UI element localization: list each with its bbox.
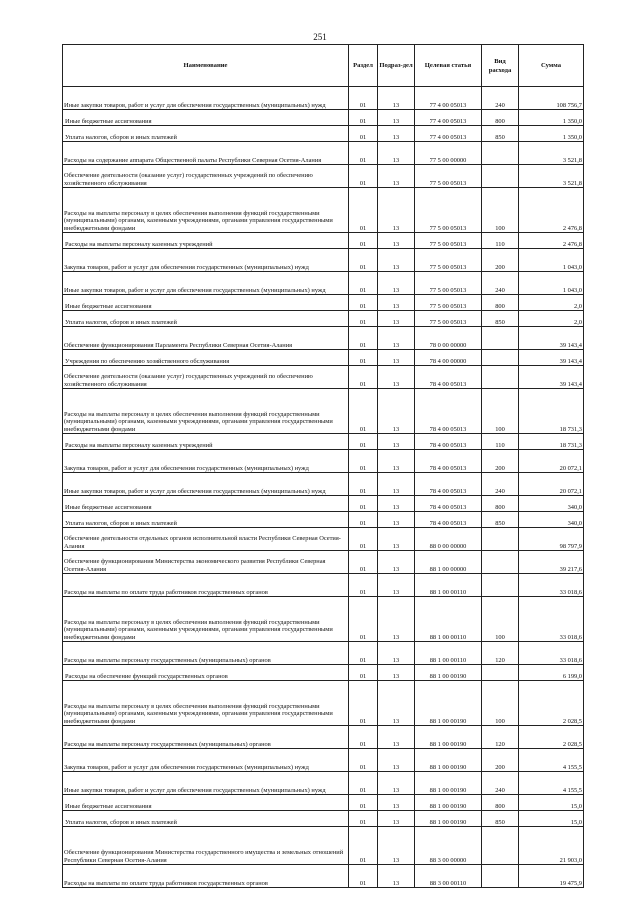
table-row [63,473,584,496]
row-target-cell: 88 0 00 00000 [415,528,482,551]
row-amount-cell: 2 476,8 [519,233,584,249]
row-type-cell: 120 [482,642,519,665]
table-row [63,811,584,827]
row-section-cell: 01 [349,574,378,597]
row-target-cell: 78 4 00 05013 [415,389,482,434]
row-section-cell: 01 [349,110,378,126]
table-row [63,574,584,597]
row-name-cell: Уплата налогов, сборов и иных платежей [63,126,349,142]
row-subsection-cell: 13 [378,772,415,795]
row-target-cell: 78 4 00 05013 [415,512,482,528]
row-type-cell: 240 [482,87,519,110]
row-subsection-cell: 13 [378,681,415,726]
row-type-cell: 100 [482,681,519,726]
row-type-cell [482,350,519,366]
row-subsection-cell: 13 [378,366,415,389]
row-name-cell: Расходы на обеспечение функций государственных органов [63,665,349,681]
row-amount-cell: 4 155,5 [519,749,584,772]
row-name-cell: Обеспечение деятельности (оказание услуг) государственных учреждений по обеспечению хозяйственного обслуживания [63,165,349,188]
row-section-cell: 01 [349,473,378,496]
row-target-cell: 88 1 00 00190 [415,811,482,827]
row-amount-cell: 2,0 [519,311,584,327]
row-target-cell: 88 1 00 00190 [415,772,482,795]
row-name-cell: Иные закупки товаров, работ и услуг для обеспечения государственных (муниципальных) нужд [63,772,349,795]
row-name-cell: Расходы на выплаты по оплате труда работников государственных органов [63,574,349,597]
row-target-cell: 88 1 00 00190 [415,795,482,811]
table-row [63,865,584,888]
row-subsection-cell: 13 [378,87,415,110]
row-section-cell: 01 [349,597,378,642]
row-section-cell: 01 [349,350,378,366]
row-amount-cell: 21 903,0 [519,827,584,865]
table-row [63,827,584,865]
row-amount-cell: 39 143,4 [519,327,584,350]
row-subsection-cell: 13 [378,249,415,272]
table-header-row [63,45,584,87]
table-row [63,642,584,665]
row-section-cell: 01 [349,772,378,795]
row-name-cell: Учреждения по обеспечению хозяйственного обслуживания [63,350,349,366]
table-row [63,249,584,272]
table-row [63,295,584,311]
row-subsection-cell: 13 [378,126,415,142]
table-row [63,87,584,110]
row-section-cell: 01 [349,249,378,272]
row-section-cell: 01 [349,642,378,665]
row-subsection-cell: 13 [378,389,415,434]
row-subsection-cell: 13 [378,528,415,551]
row-section-cell: 01 [349,272,378,295]
row-name-cell: Иные бюджетные ассигнования [63,110,349,126]
row-name-cell: Уплата налогов, сборов и иных платежей [63,811,349,827]
row-type-cell: 110 [482,233,519,249]
row-amount-cell: 39 143,4 [519,366,584,389]
row-section-cell: 01 [349,681,378,726]
row-section-cell: 01 [349,87,378,110]
row-amount-cell: 2,0 [519,295,584,311]
row-name-cell: Расходы на выплаты персоналу казенных учреждений [63,434,349,450]
row-section-cell: 01 [349,749,378,772]
row-type-cell: 100 [482,597,519,642]
row-amount-cell: 3 521,8 [519,165,584,188]
row-section-cell: 01 [349,165,378,188]
row-subsection-cell: 13 [378,551,415,574]
row-subsection-cell: 13 [378,450,415,473]
row-target-cell: 77 5 00 00000 [415,142,482,165]
row-type-cell: 240 [482,473,519,496]
row-target-cell: 77 4 00 05013 [415,110,482,126]
row-amount-cell: 2 028,5 [519,726,584,749]
row-name-cell: Расходы на выплаты по оплате труда работников государственных органов [63,865,349,888]
table-row [63,165,584,188]
row-type-cell [482,827,519,865]
row-name-cell: Расходы на выплаты персоналу государственных (муниципальных) органов [63,726,349,749]
row-name-cell: Иные бюджетные ассигнования [63,496,349,512]
row-target-cell: 78 4 00 05013 [415,450,482,473]
row-amount-cell: 2 028,5 [519,681,584,726]
row-amount-cell: 6 199,0 [519,665,584,681]
row-type-cell: 240 [482,272,519,295]
row-target-cell: 77 4 00 05013 [415,87,482,110]
row-type-cell [482,165,519,188]
row-type-cell [482,574,519,597]
row-section-cell: 01 [349,528,378,551]
table-row [63,665,584,681]
row-name-cell: Закупка товаров, работ и услуг для обеспечения государственных (муниципальных) нужд [63,249,349,272]
row-amount-cell: 1 043,0 [519,249,584,272]
table-row [63,366,584,389]
row-amount-cell: 20 072,1 [519,450,584,473]
table-row [63,350,584,366]
table-row [63,496,584,512]
row-target-cell: 77 5 00 05013 [415,249,482,272]
row-section-cell: 01 [349,188,378,233]
row-target-cell: 77 5 00 05013 [415,233,482,249]
row-amount-cell: 1 350,0 [519,126,584,142]
row-type-cell [482,366,519,389]
row-name-cell: Расходы на выплаты персоналу в целях обеспечения выполнения функций государственными (муниципальными) органами, казенными учреждениями, органами управления государственными внебюджетными фондами [63,681,349,726]
row-section-cell: 01 [349,311,378,327]
row-type-cell [482,665,519,681]
row-amount-cell: 20 072,1 [519,473,584,496]
row-amount-cell: 2 476,8 [519,188,584,233]
row-subsection-cell: 13 [378,512,415,528]
row-subsection-cell: 13 [378,188,415,233]
row-amount-cell: 98 797,9 [519,528,584,551]
row-subsection-cell: 13 [378,434,415,450]
table-row [63,272,584,295]
header-target: Целевая статья [415,45,482,87]
row-section-cell: 01 [349,726,378,749]
row-target-cell: 88 1 00 00190 [415,726,482,749]
row-subsection-cell: 13 [378,665,415,681]
row-target-cell: 78 4 00 05013 [415,496,482,512]
row-subsection-cell: 13 [378,272,415,295]
row-section-cell: 01 [349,496,378,512]
row-target-cell: 78 4 00 05013 [415,366,482,389]
row-subsection-cell: 13 [378,795,415,811]
header-amount: Сумма [519,45,584,87]
row-amount-cell: 39 217,6 [519,551,584,574]
row-name-cell: Расходы на выплаты персоналу в целях обеспечения выполнения функций государственными (муниципальными) органами, казенными учреждениями, органами управления государственными внебюджетными фондами [63,597,349,642]
row-type-cell: 120 [482,726,519,749]
row-amount-cell: 4 155,5 [519,772,584,795]
row-name-cell: Обеспечение функционирования Парламента Республики Северная Осетия-Алания [63,327,349,350]
header-type: Вид расхода [482,45,519,87]
table-row [63,188,584,233]
row-subsection-cell: 13 [378,827,415,865]
row-type-cell: 100 [482,188,519,233]
row-name-cell: Закупка товаров, работ и услуг для обеспечения государственных (муниципальных) нужд [63,450,349,473]
row-subsection-cell: 13 [378,142,415,165]
header-name: Наименование [63,45,349,87]
row-target-cell: 77 5 00 05013 [415,311,482,327]
row-subsection-cell: 13 [378,865,415,888]
row-type-cell: 110 [482,434,519,450]
row-target-cell: 77 5 00 05013 [415,165,482,188]
row-name-cell: Расходы на содержание аппарата Общественной палаты Республики Северная Осетия-Алания [63,142,349,165]
row-subsection-cell: 13 [378,165,415,188]
row-section-cell: 01 [349,389,378,434]
row-type-cell: 200 [482,249,519,272]
row-name-cell: Иные закупки товаров, работ и услуг для обеспечения государственных (муниципальных) нужд [63,272,349,295]
row-type-cell: 850 [482,311,519,327]
row-section-cell: 01 [349,551,378,574]
row-name-cell: Иные закупки товаров, работ и услуг для обеспечения государственных (муниципальных) нужд [63,473,349,496]
row-name-cell: Иные бюджетные ассигнования [63,295,349,311]
row-amount-cell: 33 018,6 [519,574,584,597]
row-subsection-cell: 13 [378,811,415,827]
row-target-cell: 78 0 00 00000 [415,327,482,350]
row-section-cell: 01 [349,795,378,811]
row-section-cell: 01 [349,512,378,528]
row-section-cell: 01 [349,142,378,165]
row-name-cell: Иные закупки товаров, работ и услуг для обеспечения государственных (муниципальных) нужд [63,87,349,110]
row-amount-cell: 340,0 [519,496,584,512]
row-target-cell: 77 5 00 05013 [415,272,482,295]
row-amount-cell: 33 018,6 [519,642,584,665]
row-subsection-cell: 13 [378,350,415,366]
table-row [63,597,584,642]
table-row [63,110,584,126]
row-type-cell [482,551,519,574]
row-amount-cell: 18 731,3 [519,434,584,450]
table-row [63,233,584,249]
row-target-cell: 88 1 00 00110 [415,642,482,665]
row-amount-cell: 18 731,3 [519,389,584,434]
row-type-cell: 100 [482,389,519,434]
row-target-cell: 78 4 00 05013 [415,434,482,450]
table-row [63,311,584,327]
row-target-cell: 88 1 00 00000 [415,551,482,574]
row-type-cell: 240 [482,772,519,795]
row-section-cell: 01 [349,366,378,389]
row-name-cell: Обеспечение деятельности (оказание услуг) государственных учреждений по обеспечению хозяйственного обслуживания [63,366,349,389]
row-subsection-cell: 13 [378,295,415,311]
row-type-cell: 850 [482,811,519,827]
table-row [63,512,584,528]
row-subsection-cell: 13 [378,574,415,597]
row-amount-cell: 15,0 [519,811,584,827]
row-type-cell: 850 [482,512,519,528]
budget-table [62,44,584,888]
header-section: Раздел [349,45,378,87]
row-type-cell: 800 [482,295,519,311]
row-type-cell: 800 [482,496,519,512]
row-type-cell: 850 [482,126,519,142]
row-type-cell: 200 [482,450,519,473]
row-section-cell: 01 [349,295,378,311]
row-name-cell: Иные бюджетные ассигнования [63,795,349,811]
row-target-cell: 77 4 00 05013 [415,126,482,142]
table-row [63,726,584,749]
row-section-cell: 01 [349,434,378,450]
row-name-cell: Уплата налогов, сборов и иных платежей [63,311,349,327]
row-subsection-cell: 13 [378,327,415,350]
row-amount-cell: 39 143,4 [519,350,584,366]
row-subsection-cell: 13 [378,726,415,749]
row-subsection-cell: 13 [378,642,415,665]
table-row [63,795,584,811]
table-row [63,551,584,574]
row-name-cell: Расходы на выплаты персоналу в целях обеспечения выполнения функций государственными (муниципальными) органами, казенными учреждениями, органами управления государственными внебюджетными фондами [63,389,349,434]
table-row [63,772,584,795]
row-amount-cell: 340,0 [519,512,584,528]
row-section-cell: 01 [349,126,378,142]
row-target-cell: 77 5 00 05013 [415,188,482,233]
row-section-cell: 01 [349,827,378,865]
row-section-cell: 01 [349,665,378,681]
row-type-cell [482,327,519,350]
table-row [63,528,584,551]
row-target-cell: 88 1 00 00190 [415,749,482,772]
row-subsection-cell: 13 [378,110,415,126]
table-row [63,749,584,772]
row-subsection-cell: 13 [378,496,415,512]
row-name-cell: Расходы на выплаты персоналу казенных учреждений [63,233,349,249]
row-section-cell: 01 [349,811,378,827]
row-amount-cell: 1 350,0 [519,110,584,126]
row-subsection-cell: 13 [378,597,415,642]
table-row [63,142,584,165]
row-name-cell: Расходы на выплаты персоналу государственных (муниципальных) органов [63,642,349,665]
table-row [63,450,584,473]
row-target-cell: 88 1 00 00110 [415,597,482,642]
row-amount-cell: 33 018,6 [519,597,584,642]
row-subsection-cell: 13 [378,749,415,772]
table-row [63,681,584,726]
row-target-cell: 88 1 00 00190 [415,665,482,681]
row-subsection-cell: 13 [378,473,415,496]
table-row [63,327,584,350]
row-section-cell: 01 [349,233,378,249]
row-name-cell: Обеспечение функционирования Министерства экономического развития Республики Северная Осетия-Алания [63,551,349,574]
row-name-cell: Обеспечение функционирования Министерства государственного имущества и земельных отношений Республики Северная Осетия-Алания [63,827,349,865]
row-subsection-cell: 13 [378,233,415,249]
row-section-cell: 01 [349,865,378,888]
row-target-cell: 78 4 00 00000 [415,350,482,366]
row-type-cell [482,142,519,165]
row-target-cell: 88 1 00 00110 [415,574,482,597]
row-target-cell: 77 5 00 05013 [415,295,482,311]
table-row [63,434,584,450]
row-amount-cell: 108 756,7 [519,87,584,110]
row-type-cell: 200 [482,749,519,772]
row-name-cell: Расходы на выплаты персоналу в целях обеспечения выполнения функций государственными (муниципальными) органами, казенными учреждениями, органами управления государственными внебюджетными фондами [63,188,349,233]
row-type-cell: 800 [482,795,519,811]
table-row [63,126,584,142]
header-subsection: Подраз-дел [378,45,415,87]
row-name-cell: Закупка товаров, работ и услуг для обеспечения государственных (муниципальных) нужд [63,749,349,772]
row-section-cell: 01 [349,450,378,473]
page-number: 251 [313,32,327,42]
row-type-cell: 800 [482,110,519,126]
row-name-cell: Уплата налогов, сборов и иных платежей [63,512,349,528]
row-name-cell: Обеспечение деятельности отдельных органов исполнительной власти Республики Северная Осетия-Алания [63,528,349,551]
row-target-cell: 78 4 00 05013 [415,473,482,496]
row-target-cell: 88 1 00 00190 [415,681,482,726]
row-target-cell: 88 3 00 00110 [415,865,482,888]
row-amount-cell: 3 521,8 [519,142,584,165]
row-amount-cell: 1 043,0 [519,272,584,295]
row-type-cell [482,865,519,888]
row-subsection-cell: 13 [378,311,415,327]
row-type-cell [482,528,519,551]
row-amount-cell: 15,0 [519,795,584,811]
row-target-cell: 88 3 00 00000 [415,827,482,865]
row-amount-cell: 19 475,9 [519,865,584,888]
row-section-cell: 01 [349,327,378,350]
table-row [63,389,584,434]
